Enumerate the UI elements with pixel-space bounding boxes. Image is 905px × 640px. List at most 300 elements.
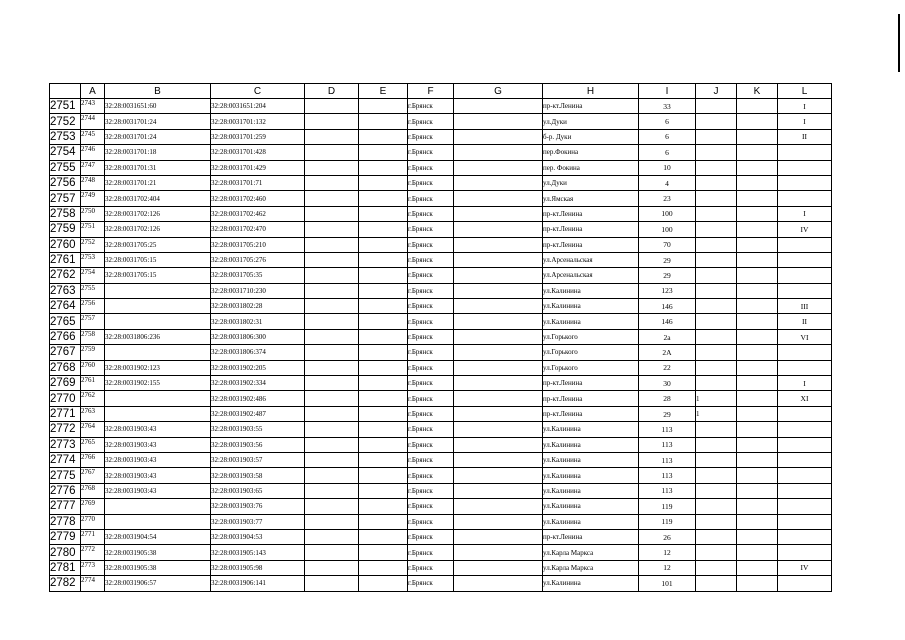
cell-j[interactable] xyxy=(696,206,737,221)
cell-k[interactable] xyxy=(737,252,778,267)
cell-i-house[interactable]: 33 xyxy=(639,99,696,114)
row-number[interactable]: 2762 xyxy=(50,268,81,283)
cell-j[interactable] xyxy=(696,345,737,360)
cell-f-city[interactable]: г.Брянск xyxy=(408,329,454,344)
cell-c-cadastral[interactable]: 32:28:0031903:57 xyxy=(211,452,305,467)
cell-j[interactable] xyxy=(696,145,737,160)
cell-k[interactable] xyxy=(737,545,778,560)
cell-l[interactable]: II xyxy=(778,129,832,144)
column-header-d[interactable]: D xyxy=(305,84,359,99)
cell-a[interactable]: 2753 xyxy=(81,252,105,267)
cell-k[interactable] xyxy=(737,376,778,391)
cell-j[interactable] xyxy=(696,576,737,591)
cell-j[interactable] xyxy=(696,499,737,514)
cell-g[interactable] xyxy=(454,545,543,560)
cell-h-street[interactable]: ул.Калинина xyxy=(543,314,639,329)
cell-f-city[interactable]: г.Брянск xyxy=(408,422,454,437)
cell-f-city[interactable]: г.Брянск xyxy=(408,452,454,467)
row-number[interactable]: 2774 xyxy=(50,452,81,467)
cell-c-cadastral[interactable]: 32:28:0031806:374 xyxy=(211,345,305,360)
column-header-i[interactable]: I xyxy=(639,84,696,99)
cell-c-cadastral[interactable]: 32:28:0031702:462 xyxy=(211,206,305,221)
cell-l[interactable]: VI xyxy=(778,329,832,344)
cell-d[interactable] xyxy=(305,360,359,375)
cell-l[interactable] xyxy=(778,483,832,498)
cell-a[interactable]: 2747 xyxy=(81,160,105,175)
cell-g[interactable] xyxy=(454,452,543,467)
cell-l[interactable]: II xyxy=(778,314,832,329)
row-number[interactable]: 2780 xyxy=(50,545,81,560)
cell-k[interactable] xyxy=(737,222,778,237)
cell-l[interactable]: I xyxy=(778,99,832,114)
cell-a[interactable]: 2755 xyxy=(81,283,105,298)
row-number[interactable]: 2757 xyxy=(50,191,81,206)
cell-c-cadastral[interactable]: 32:28:0031651:204 xyxy=(211,99,305,114)
cell-e[interactable] xyxy=(359,145,408,160)
cell-c-cadastral[interactable]: 32:28:0031903:76 xyxy=(211,499,305,514)
cell-j[interactable] xyxy=(696,114,737,129)
cell-i-house[interactable]: 12 xyxy=(639,560,696,575)
cell-e[interactable] xyxy=(359,499,408,514)
cell-g[interactable] xyxy=(454,252,543,267)
cell-d[interactable] xyxy=(305,329,359,344)
row-number[interactable]: 2752 xyxy=(50,114,81,129)
cell-k[interactable] xyxy=(737,268,778,283)
cell-a[interactable]: 2746 xyxy=(81,145,105,160)
cell-d[interactable] xyxy=(305,314,359,329)
cell-k[interactable] xyxy=(737,452,778,467)
cell-d[interactable] xyxy=(305,529,359,544)
cell-e[interactable] xyxy=(359,437,408,452)
cell-i-house[interactable]: 113 xyxy=(639,468,696,483)
cell-l[interactable] xyxy=(778,529,832,544)
cell-l[interactable] xyxy=(778,345,832,360)
cell-h-street[interactable]: пер.Фокина xyxy=(543,145,639,160)
cell-b-cadastral[interactable]: 32:28:0031906:57 xyxy=(105,576,211,591)
cell-g[interactable] xyxy=(454,499,543,514)
cell-c-cadastral[interactable]: 32:28:0031701:428 xyxy=(211,145,305,160)
cell-d[interactable] xyxy=(305,483,359,498)
cell-e[interactable] xyxy=(359,252,408,267)
cell-h-street[interactable]: ул.Дуки xyxy=(543,114,639,129)
cell-c-cadastral[interactable]: 32:28:0031806:300 xyxy=(211,329,305,344)
cell-e[interactable] xyxy=(359,391,408,406)
cell-d[interactable] xyxy=(305,437,359,452)
cell-f-city[interactable]: г.Брянск xyxy=(408,560,454,575)
cell-j[interactable] xyxy=(696,483,737,498)
cell-c-cadastral[interactable]: 32:28:0031701:259 xyxy=(211,129,305,144)
cell-i-house[interactable]: 12 xyxy=(639,545,696,560)
cell-c-cadastral[interactable]: 32:28:0031903:55 xyxy=(211,422,305,437)
cell-h-street[interactable]: ул.Арсенальская xyxy=(543,268,639,283)
row-number[interactable]: 2758 xyxy=(50,206,81,221)
row-number[interactable]: 2782 xyxy=(50,576,81,591)
cell-g[interactable] xyxy=(454,191,543,206)
cell-a[interactable]: 2764 xyxy=(81,422,105,437)
cell-b-cadastral[interactable]: 32:28:0031705:25 xyxy=(105,237,211,252)
row-number[interactable]: 2751 xyxy=(50,99,81,114)
cell-i-house[interactable]: 6 xyxy=(639,145,696,160)
cell-c-cadastral[interactable]: 32:28:0031905:143 xyxy=(211,545,305,560)
cell-i-house[interactable]: 123 xyxy=(639,283,696,298)
cell-c-cadastral[interactable]: 32:28:0031903:58 xyxy=(211,468,305,483)
cell-a[interactable]: 2743 xyxy=(81,99,105,114)
cell-i-house[interactable]: 29 xyxy=(639,268,696,283)
cell-e[interactable] xyxy=(359,283,408,298)
cell-d[interactable] xyxy=(305,422,359,437)
cell-a[interactable]: 2769 xyxy=(81,499,105,514)
cell-b-cadastral[interactable] xyxy=(105,391,211,406)
row-number[interactable]: 2779 xyxy=(50,529,81,544)
cell-g[interactable] xyxy=(454,437,543,452)
cell-d[interactable] xyxy=(305,283,359,298)
cell-l[interactable] xyxy=(778,160,832,175)
cell-k[interactable] xyxy=(737,206,778,221)
cell-a[interactable]: 2761 xyxy=(81,376,105,391)
cell-k[interactable] xyxy=(737,175,778,190)
cell-f-city[interactable]: г.Брянск xyxy=(408,391,454,406)
cell-e[interactable] xyxy=(359,360,408,375)
cell-j[interactable] xyxy=(696,468,737,483)
cell-a[interactable]: 2762 xyxy=(81,391,105,406)
cell-a[interactable]: 2754 xyxy=(81,268,105,283)
cell-h-street[interactable]: ул.Горького xyxy=(543,345,639,360)
cell-c-cadastral[interactable]: 32:28:0031702:460 xyxy=(211,191,305,206)
cell-b-cadastral[interactable]: 32:28:0031702:404 xyxy=(105,191,211,206)
cell-e[interactable] xyxy=(359,206,408,221)
row-number[interactable]: 2768 xyxy=(50,360,81,375)
cell-l[interactable] xyxy=(778,422,832,437)
cell-k[interactable] xyxy=(737,191,778,206)
cell-i-house[interactable]: 100 xyxy=(639,222,696,237)
cell-b-cadastral[interactable]: 32:28:0031903:43 xyxy=(105,468,211,483)
cell-l[interactable] xyxy=(778,252,832,267)
cell-b-cadastral[interactable]: 32:28:0031701:24 xyxy=(105,114,211,129)
cell-j[interactable] xyxy=(696,376,737,391)
cell-b-cadastral[interactable] xyxy=(105,345,211,360)
cell-e[interactable] xyxy=(359,114,408,129)
cell-f-city[interactable]: г.Брянск xyxy=(408,468,454,483)
cell-h-street[interactable]: б-р. Дуки xyxy=(543,129,639,144)
cell-b-cadastral[interactable]: 32:28:0031651:60 xyxy=(105,99,211,114)
cell-h-street[interactable]: ул.Калинина xyxy=(543,422,639,437)
cell-d[interactable] xyxy=(305,376,359,391)
cell-a[interactable]: 2772 xyxy=(81,545,105,560)
cell-a[interactable]: 2749 xyxy=(81,191,105,206)
cell-d[interactable] xyxy=(305,299,359,314)
cell-f-city[interactable]: г.Брянск xyxy=(408,160,454,175)
cell-h-street[interactable]: ул.Калинина xyxy=(543,452,639,467)
cell-e[interactable] xyxy=(359,560,408,575)
cell-a[interactable]: 2767 xyxy=(81,468,105,483)
cell-g[interactable] xyxy=(454,129,543,144)
cell-f-city[interactable]: г.Брянск xyxy=(408,345,454,360)
column-header-h[interactable]: H xyxy=(543,84,639,99)
cell-g[interactable] xyxy=(454,376,543,391)
cell-h-street[interactable]: пр-кт.Ленина xyxy=(543,406,639,421)
cell-b-cadastral[interactable]: 32:28:0031705:15 xyxy=(105,268,211,283)
cell-l[interactable] xyxy=(778,406,832,421)
cell-h-street[interactable]: ул.Арсенальская xyxy=(543,252,639,267)
row-number[interactable]: 2773 xyxy=(50,437,81,452)
cell-i-house[interactable]: 100 xyxy=(639,206,696,221)
cell-b-cadastral[interactable]: 32:28:0031902:123 xyxy=(105,360,211,375)
cell-b-cadastral[interactable]: 32:28:0031702:126 xyxy=(105,222,211,237)
cell-j[interactable] xyxy=(696,560,737,575)
cell-b-cadastral[interactable]: 32:28:0031903:43 xyxy=(105,422,211,437)
cell-d[interactable] xyxy=(305,206,359,221)
cell-l[interactable]: I xyxy=(778,206,832,221)
cell-f-city[interactable]: г.Брянск xyxy=(408,437,454,452)
row-number[interactable]: 2764 xyxy=(50,299,81,314)
cell-h-street[interactable]: пр-кт.Ленина xyxy=(543,376,639,391)
cell-j[interactable] xyxy=(696,360,737,375)
cell-i-house[interactable]: 23 xyxy=(639,191,696,206)
cell-l[interactable] xyxy=(778,268,832,283)
cell-c-cadastral[interactable]: 32:28:0031701:429 xyxy=(211,160,305,175)
cell-l[interactable] xyxy=(778,437,832,452)
cell-f-city[interactable]: г.Брянск xyxy=(408,114,454,129)
cell-k[interactable] xyxy=(737,576,778,591)
cell-c-cadastral[interactable]: 32:28:0031902:487 xyxy=(211,406,305,421)
column-header-a[interactable]: A xyxy=(81,84,105,99)
column-header-b[interactable]: B xyxy=(105,84,211,99)
cell-c-cadastral[interactable]: 32:28:0031902:486 xyxy=(211,391,305,406)
cell-c-cadastral[interactable]: 32:28:0031905:98 xyxy=(211,560,305,575)
cell-i-house[interactable]: 4 xyxy=(639,175,696,190)
column-header-j[interactable]: J xyxy=(696,84,737,99)
row-number[interactable]: 2771 xyxy=(50,406,81,421)
cell-g[interactable] xyxy=(454,160,543,175)
cell-b-cadastral[interactable]: 32:28:0031806:236 xyxy=(105,329,211,344)
cell-e[interactable] xyxy=(359,314,408,329)
row-number[interactable]: 2763 xyxy=(50,283,81,298)
cell-i-house[interactable]: 29 xyxy=(639,406,696,421)
cell-h-street[interactable]: пр-кт.Ленина xyxy=(543,391,639,406)
cell-g[interactable] xyxy=(454,360,543,375)
cell-a[interactable]: 2771 xyxy=(81,529,105,544)
cell-d[interactable] xyxy=(305,237,359,252)
cell-b-cadastral[interactable] xyxy=(105,283,211,298)
cell-j[interactable] xyxy=(696,329,737,344)
cell-i-house[interactable]: 146 xyxy=(639,314,696,329)
cell-e[interactable] xyxy=(359,422,408,437)
row-number[interactable]: 2753 xyxy=(50,129,81,144)
cell-k[interactable] xyxy=(737,145,778,160)
cell-f-city[interactable]: г.Брянск xyxy=(408,99,454,114)
cell-c-cadastral[interactable]: 32:28:0031903:65 xyxy=(211,483,305,498)
cell-d[interactable] xyxy=(305,391,359,406)
cell-e[interactable] xyxy=(359,268,408,283)
cell-k[interactable] xyxy=(737,114,778,129)
cell-j[interactable] xyxy=(696,191,737,206)
cell-h-street[interactable]: пер. Фокина xyxy=(543,160,639,175)
cell-g[interactable] xyxy=(454,222,543,237)
cell-k[interactable] xyxy=(737,514,778,529)
cell-h-street[interactable]: пр-кт.Ленина xyxy=(543,237,639,252)
cell-j[interactable] xyxy=(696,283,737,298)
row-number[interactable]: 2765 xyxy=(50,314,81,329)
row-number[interactable]: 2770 xyxy=(50,391,81,406)
cell-a[interactable]: 2759 xyxy=(81,345,105,360)
cell-j[interactable] xyxy=(696,529,737,544)
cell-e[interactable] xyxy=(359,222,408,237)
cell-h-street[interactable]: ул.Дуки xyxy=(543,175,639,190)
cell-h-street[interactable]: ул.Калинина xyxy=(543,576,639,591)
cell-j[interactable]: 1 xyxy=(696,391,737,406)
cell-f-city[interactable]: г.Брянск xyxy=(408,206,454,221)
cell-l[interactable]: IV xyxy=(778,560,832,575)
cell-c-cadastral[interactable]: 32:28:0031902:205 xyxy=(211,360,305,375)
cell-a[interactable]: 2774 xyxy=(81,576,105,591)
cell-i-house[interactable]: 113 xyxy=(639,452,696,467)
cell-f-city[interactable]: г.Брянск xyxy=(408,283,454,298)
cell-g[interactable] xyxy=(454,99,543,114)
cell-e[interactable] xyxy=(359,468,408,483)
cell-b-cadastral[interactable] xyxy=(105,299,211,314)
cell-a[interactable]: 2750 xyxy=(81,206,105,221)
cell-j[interactable] xyxy=(696,299,737,314)
cell-e[interactable] xyxy=(359,376,408,391)
cell-l[interactable] xyxy=(778,145,832,160)
cell-c-cadastral[interactable]: 32:28:0031705:35 xyxy=(211,268,305,283)
cell-h-street[interactable]: ул.Калинина xyxy=(543,437,639,452)
cell-f-city[interactable]: г.Брянск xyxy=(408,576,454,591)
cell-k[interactable] xyxy=(737,529,778,544)
cell-g[interactable] xyxy=(454,237,543,252)
row-number[interactable]: 2754 xyxy=(50,145,81,160)
cell-k[interactable] xyxy=(737,345,778,360)
cell-k[interactable] xyxy=(737,283,778,298)
cell-h-street[interactable]: ул.Горького xyxy=(543,360,639,375)
cell-h-street[interactable]: ул.Калинина xyxy=(543,299,639,314)
cell-d[interactable] xyxy=(305,345,359,360)
cell-i-house[interactable]: 30 xyxy=(639,376,696,391)
cell-e[interactable] xyxy=(359,545,408,560)
cell-b-cadastral[interactable]: 32:28:0031701:21 xyxy=(105,175,211,190)
cell-k[interactable] xyxy=(737,99,778,114)
cell-a[interactable]: 2757 xyxy=(81,314,105,329)
cell-g[interactable] xyxy=(454,468,543,483)
cell-b-cadastral[interactable] xyxy=(105,514,211,529)
row-number[interactable]: 2775 xyxy=(50,468,81,483)
cell-j[interactable] xyxy=(696,160,737,175)
cell-f-city[interactable]: г.Брянск xyxy=(408,268,454,283)
cell-i-house[interactable]: 28 xyxy=(639,391,696,406)
cell-c-cadastral[interactable]: 32:28:0031702:470 xyxy=(211,222,305,237)
cell-f-city[interactable]: г.Брянск xyxy=(408,237,454,252)
column-header-e[interactable]: E xyxy=(359,84,408,99)
cell-l[interactable] xyxy=(778,191,832,206)
cell-k[interactable] xyxy=(737,468,778,483)
cell-c-cadastral[interactable]: 32:28:0031904:53 xyxy=(211,529,305,544)
row-number[interactable]: 2781 xyxy=(50,560,81,575)
cell-b-cadastral[interactable]: 32:28:0031905:38 xyxy=(105,560,211,575)
cell-g[interactable] xyxy=(454,175,543,190)
cell-e[interactable] xyxy=(359,576,408,591)
cell-k[interactable] xyxy=(737,360,778,375)
cell-b-cadastral[interactable]: 32:28:0031903:43 xyxy=(105,483,211,498)
cell-d[interactable] xyxy=(305,452,359,467)
cell-l[interactable]: IV xyxy=(778,222,832,237)
cell-j[interactable] xyxy=(696,437,737,452)
cell-c-cadastral[interactable]: 32:28:0031902:334 xyxy=(211,376,305,391)
cell-e[interactable] xyxy=(359,175,408,190)
column-header-c[interactable]: C xyxy=(211,84,305,99)
cell-g[interactable] xyxy=(454,145,543,160)
cell-b-cadastral[interactable]: 32:28:0031903:43 xyxy=(105,437,211,452)
row-number[interactable]: 2778 xyxy=(50,514,81,529)
cell-d[interactable] xyxy=(305,514,359,529)
cell-i-house[interactable]: 29 xyxy=(639,252,696,267)
row-number[interactable]: 2760 xyxy=(50,237,81,252)
cell-g[interactable] xyxy=(454,283,543,298)
column-header-l[interactable]: L xyxy=(778,84,832,99)
cell-a[interactable]: 2770 xyxy=(81,514,105,529)
cell-g[interactable] xyxy=(454,206,543,221)
cell-j[interactable] xyxy=(696,514,737,529)
cell-k[interactable] xyxy=(737,391,778,406)
cell-l[interactable] xyxy=(778,576,832,591)
cell-e[interactable] xyxy=(359,299,408,314)
cell-f-city[interactable]: г.Брянск xyxy=(408,529,454,544)
cell-g[interactable] xyxy=(454,329,543,344)
cell-l[interactable] xyxy=(778,360,832,375)
cell-f-city[interactable]: г.Брянск xyxy=(408,545,454,560)
cell-f-city[interactable]: г.Брянск xyxy=(408,483,454,498)
cell-e[interactable] xyxy=(359,483,408,498)
cell-e[interactable] xyxy=(359,237,408,252)
cell-j[interactable]: 1 xyxy=(696,406,737,421)
cell-a[interactable]: 2768 xyxy=(81,483,105,498)
cell-i-house[interactable]: 70 xyxy=(639,237,696,252)
cell-b-cadastral[interactable]: 32:28:0031903:43 xyxy=(105,452,211,467)
cell-j[interactable] xyxy=(696,99,737,114)
cell-l[interactable] xyxy=(778,283,832,298)
cell-j[interactable] xyxy=(696,129,737,144)
cell-a[interactable]: 2752 xyxy=(81,237,105,252)
cell-h-street[interactable]: ул.Горького xyxy=(543,329,639,344)
cell-a[interactable]: 2760 xyxy=(81,360,105,375)
row-number[interactable]: 2755 xyxy=(50,160,81,175)
cell-a[interactable]: 2765 xyxy=(81,437,105,452)
cell-f-city[interactable]: г.Брянск xyxy=(408,314,454,329)
cell-l[interactable] xyxy=(778,545,832,560)
cell-d[interactable] xyxy=(305,175,359,190)
cell-g[interactable] xyxy=(454,576,543,591)
cell-f-city[interactable]: г.Брянск xyxy=(408,360,454,375)
cell-h-street[interactable]: ул.Карла Маркса xyxy=(543,560,639,575)
cell-b-cadastral[interactable]: 32:28:0031905:38 xyxy=(105,545,211,560)
cell-i-house[interactable]: 2А xyxy=(639,345,696,360)
row-number[interactable]: 2767 xyxy=(50,345,81,360)
cell-k[interactable] xyxy=(737,483,778,498)
cell-l[interactable] xyxy=(778,514,832,529)
cell-f-city[interactable]: г.Брянск xyxy=(408,252,454,267)
cell-d[interactable] xyxy=(305,129,359,144)
cell-c-cadastral[interactable]: 32:28:0031710:230 xyxy=(211,283,305,298)
cell-d[interactable] xyxy=(305,468,359,483)
cell-k[interactable] xyxy=(737,499,778,514)
cell-j[interactable] xyxy=(696,452,737,467)
cell-j[interactable] xyxy=(696,422,737,437)
cell-e[interactable] xyxy=(359,99,408,114)
cell-l[interactable] xyxy=(778,468,832,483)
cell-i-house[interactable]: 26 xyxy=(639,529,696,544)
cell-l[interactable] xyxy=(778,237,832,252)
cell-a[interactable]: 2756 xyxy=(81,299,105,314)
cell-g[interactable] xyxy=(454,268,543,283)
